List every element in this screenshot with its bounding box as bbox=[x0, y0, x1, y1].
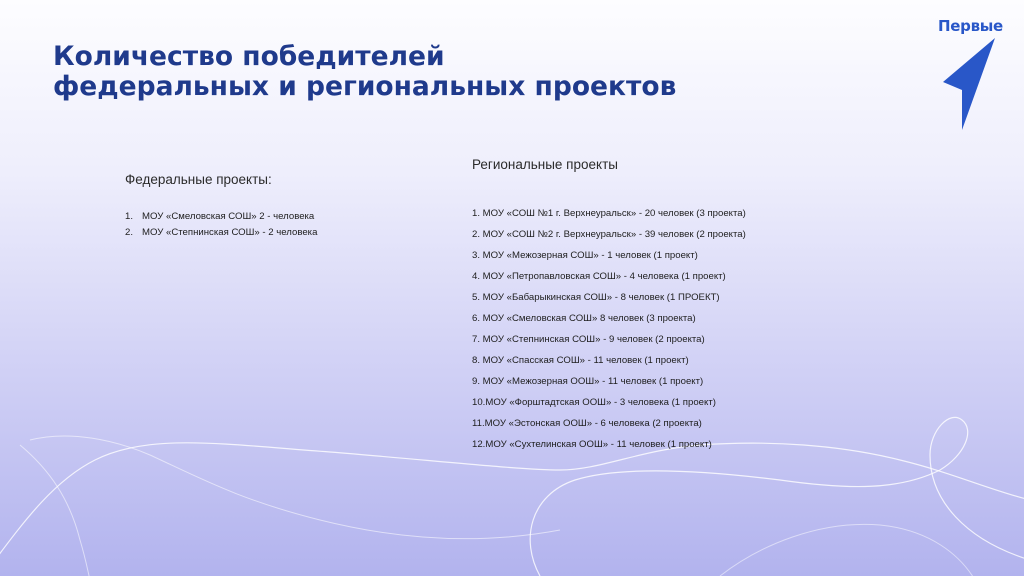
list-item-text: МОУ «Степнинская СОШ» - 2 человека bbox=[142, 227, 318, 238]
regional-projects-list bbox=[472, 207, 746, 459]
list-item: 6. МОУ «Смеловская СОШ» 8 человек (3 проекта) bbox=[472, 313, 696, 324]
list-item: 11.МОУ «Эстонская ООШ» - 6 человека (2 проекта) bbox=[472, 418, 702, 429]
list-item: 8. МОУ «Спасская СОШ» - 11 человек (1 проект) bbox=[472, 355, 689, 366]
list-item: 5. МОУ «Бабарыкинская СОШ» - 8 человек (1 ПРОЕКТ) bbox=[472, 292, 720, 303]
list-item bbox=[125, 210, 317, 226]
list-item: 7. МОУ «Степнинская СОШ» - 9 человек (2 проекта) bbox=[472, 334, 705, 345]
list-item-text: МОУ «Смеловская СОШ» 2 - человека bbox=[142, 211, 315, 222]
logo-text: Первые bbox=[938, 17, 1003, 35]
list-item: 1. МОУ «СОШ №1 г. Верхнеуральск» - 20 человек (3 проекта) bbox=[472, 208, 746, 219]
federal-projects-list bbox=[125, 210, 317, 242]
list-item: 10.МОУ «Форштадтская ООШ» - 3 человека (1 проект) bbox=[472, 397, 716, 408]
page-title bbox=[53, 42, 676, 102]
list-item-number: 2. bbox=[125, 227, 134, 238]
list-item: 3. МОУ «Межозерная СОШ» - 1 человек (1 проект) bbox=[472, 250, 698, 261]
list-item: 2. МОУ «СОШ №2 г. Верхнеуральск» - 39 человек (2 проекта) bbox=[472, 229, 746, 240]
list-item: 4. МОУ «Петропавловская СОШ» - 4 человека (1 проект) bbox=[472, 271, 726, 282]
logo-arrow-icon bbox=[940, 36, 998, 132]
regional-projects-heading: Региональные проекты bbox=[472, 157, 618, 172]
list-item: 12.МОУ «Сухтелинская ООШ» - 11 человек (1 проект) bbox=[472, 439, 712, 450]
list-item bbox=[125, 226, 317, 242]
list-item-number: 1. bbox=[125, 211, 134, 222]
page-title-line-2: федеральных и региональных проектов bbox=[53, 71, 677, 102]
list-item: 9. МОУ «Межозерная ООШ» - 11 человек (1 проект) bbox=[472, 376, 704, 387]
federal-projects-heading: Федеральные проекты: bbox=[125, 172, 272, 187]
page-title-line-1: Количество победителей bbox=[53, 41, 445, 72]
